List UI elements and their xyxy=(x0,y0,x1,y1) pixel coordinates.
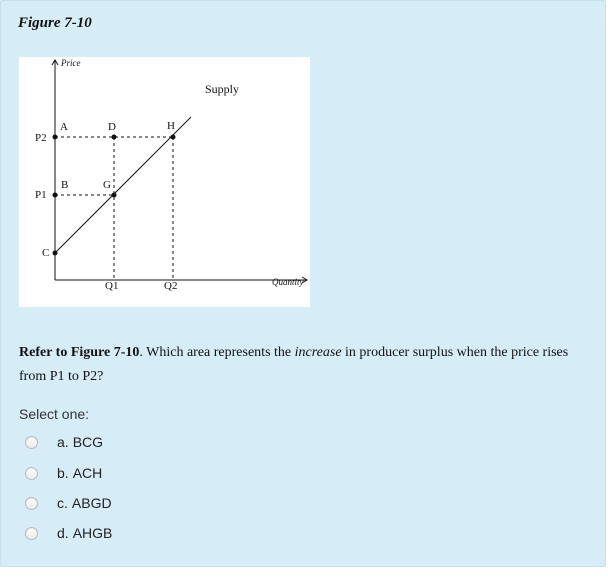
radio-c[interactable] xyxy=(25,497,38,510)
figure-reference: Refer to Figure 7-10 xyxy=(19,345,140,360)
option-letter: b. xyxy=(57,465,69,481)
question-suffix: in producer surplus when the price rises from P1 to P2? xyxy=(19,345,569,384)
radio-d[interactable] xyxy=(25,527,38,540)
option-letter: c. xyxy=(57,495,68,511)
supply-label: Supply xyxy=(205,82,240,96)
point-g xyxy=(112,193,117,198)
figure-title: Figure 7-10 xyxy=(18,15,92,31)
point-label-d: D xyxy=(108,121,116,133)
x-axis-label: Quantity xyxy=(272,277,304,287)
option-text: ABGD xyxy=(71,495,112,511)
y-axis-label: Price xyxy=(61,58,81,68)
option-letter: d. xyxy=(57,525,69,541)
tick-label-q2: Q2 xyxy=(164,280,178,292)
point-p2 xyxy=(53,135,58,140)
tick-label-p1: P1 xyxy=(35,189,47,201)
point-label-a: A xyxy=(60,121,68,133)
point-c xyxy=(53,251,58,256)
point-d xyxy=(112,135,117,140)
option-letter: a. xyxy=(57,434,69,450)
select-one-label: Select one: xyxy=(19,406,90,422)
point-label-g: G xyxy=(103,179,111,191)
point-p1 xyxy=(53,193,58,198)
option-b[interactable] xyxy=(25,463,102,483)
question-text xyxy=(19,341,594,389)
supply-graph xyxy=(19,57,310,307)
option-text: BCG xyxy=(72,434,104,450)
option-c[interactable] xyxy=(25,493,112,513)
option-a[interactable] xyxy=(25,432,103,452)
radio-b[interactable] xyxy=(25,467,38,480)
question-emphasis: increase xyxy=(294,345,342,360)
option-text: ACH xyxy=(72,465,103,481)
tick-label-q1: Q1 xyxy=(105,280,119,292)
option-d[interactable] xyxy=(25,523,112,543)
question-mid: . Which area represents the xyxy=(139,345,295,360)
tick-label-c: C xyxy=(42,247,50,259)
supply-graph-svg xyxy=(19,57,310,307)
point-label-h: H xyxy=(167,120,175,132)
tick-label-p2: P2 xyxy=(35,132,47,144)
option-text: AHGB xyxy=(72,525,113,541)
point-h xyxy=(171,135,176,140)
radio-a[interactable] xyxy=(25,436,38,449)
point-label-b: B xyxy=(61,179,69,191)
